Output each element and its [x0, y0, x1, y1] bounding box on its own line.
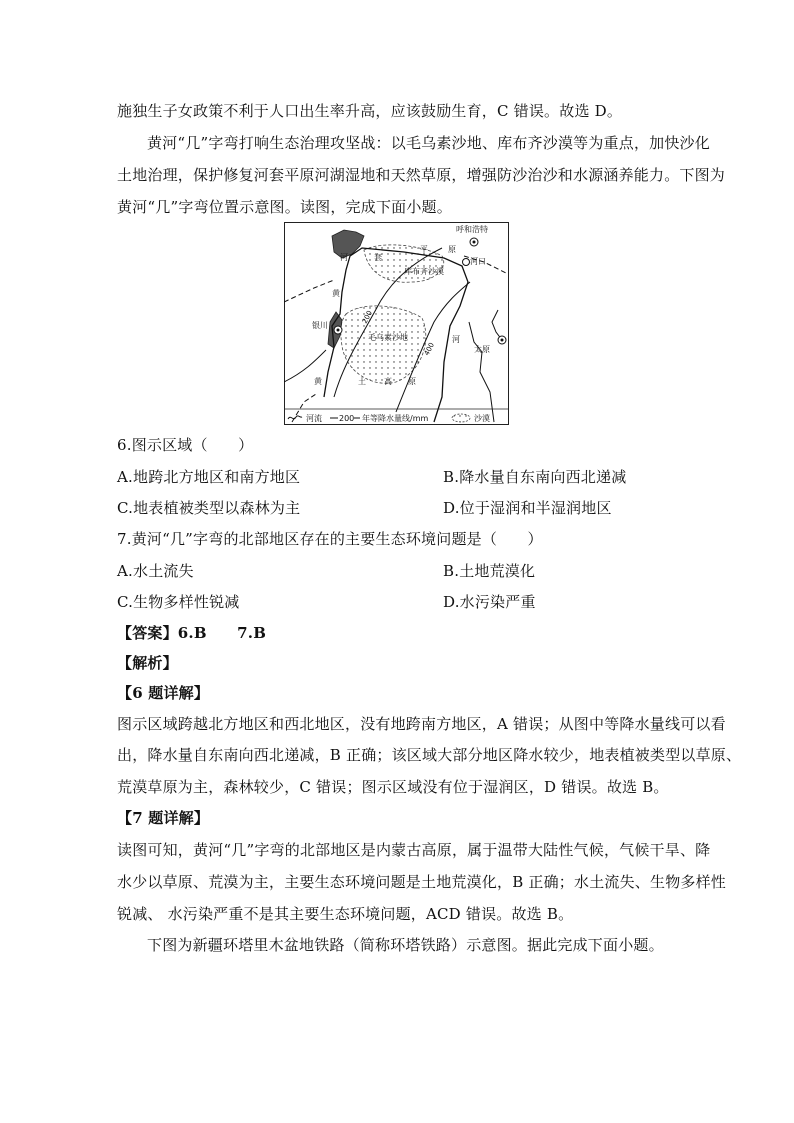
text-line: 读图可知，黄河“几”字弯的北部地区是内蒙古高原，属于温带大陆性气候，气候干旱、降 [117, 841, 711, 859]
label-hekou: 河口 [470, 257, 486, 266]
detail-7-heading: 【7 题详解】 [117, 809, 210, 827]
label-isohyet-400: 400 [422, 341, 437, 357]
label-taiyuan: 太原 [474, 345, 490, 354]
text-line: 水少以草原、荒漠为主，主要生态环境问题是土地荒漠化，B 正确；水土流失、生物多样性 [117, 873, 726, 891]
analysis-heading: 【解析】 [117, 654, 178, 672]
q7-option-d: D.水污染严重 [443, 593, 536, 611]
text-line: 黄河“几”字弯打响生态治理攻坚战：以毛乌素沙地、库布齐沙漠等为重点，加快沙化 [147, 134, 710, 152]
q7-option-a: A.水土流失 [117, 562, 194, 580]
hohhot-city [470, 238, 478, 246]
text-line: 黄河“几”字弯位置示意图。读图，完成下面小题。 [117, 198, 452, 216]
label-yinchuan: 银川 [312, 321, 328, 330]
label-yuan: 原 [448, 245, 456, 254]
answer-line: 【答案】6.B 7.B [117, 624, 267, 642]
legend [288, 413, 490, 423]
hekou-town [463, 259, 470, 266]
yellow-river-bend-map [284, 222, 509, 425]
label-tu: 土 [358, 377, 366, 386]
q6-option-c: C.地表植被类型以森林为主 [117, 499, 301, 517]
taiyuan-city [498, 336, 506, 344]
q7-option-c: C.生物多样性锐减 [117, 593, 240, 611]
label-tao: 套 [374, 253, 382, 262]
q7-option-b: B.土地荒漠化 [443, 562, 536, 580]
label-huang2: 黄 [314, 377, 322, 386]
label-he: 河 [340, 253, 348, 262]
legend-desert: 沙漠 [474, 414, 490, 423]
label-isohyet-200: 200 [360, 309, 375, 325]
legend-isohyet: 年等降水量线/mm [362, 414, 429, 423]
detail-6-heading: 【6 题详解】 [117, 684, 210, 702]
text-line: 荒漠草原为主，森林较少，C 错误；图示区域没有位于湿润区，D 错误。故选 B。 [117, 778, 669, 796]
text-line: 施独生子女政策不利于人口出生率升高，应该鼓励生育，C 错误。故选 D。 [117, 102, 623, 120]
label-yuan2: 原 [408, 377, 416, 386]
label-maowusu: 毛乌素沙地 [368, 333, 408, 342]
question-7-stem: 7.黄河“几”字弯的北部地区存在的主要生态环境问题是（ ） [117, 530, 543, 548]
legend-river: 河流 [306, 414, 322, 423]
text-line: 图示区域跨越北方地区和西北地区，没有地跨南方地区，A 错误；从图中等降水量线可以看 [117, 715, 726, 733]
question-6-stem: 6.图示区域（ ） [117, 436, 254, 454]
text-line: 出，降水量自东南向西北递减，B 正确；该区域大部分地区降水较少，地表植被类型以草原、 [117, 746, 742, 764]
label-ping: 平 [420, 245, 428, 254]
desert-legend-icon [452, 414, 470, 422]
label-kubuqi: 库布齐沙漠 [404, 267, 444, 276]
text-line: 下图为新疆环塔里木盆地铁路（简称环塔铁路）示意图。据此完成下面小题。 [147, 936, 664, 954]
q6-option-a: A.地跨北方地区和南方地区 [117, 468, 301, 486]
label-he2: 河 [452, 335, 460, 344]
q6-option-d: D.位于湿润和半湿润地区 [443, 499, 612, 517]
q6-option-b: B.降水量自东南向西北递减 [443, 468, 627, 486]
label-huang: 黄 [332, 289, 340, 298]
label-hohhot: 呼和浩特 [456, 225, 488, 234]
text-line: 锐减、 水污染严重不是其主要生态环境问题，ACD 错误。故选 B。 [117, 905, 574, 923]
legend-isohyet-value: 200 [339, 414, 355, 423]
yinchuan-city [334, 326, 342, 334]
label-gao: 高 [384, 377, 392, 386]
text-line: 土地治理，保护修复河套平原河湖湿地和天然草原，增强防沙治沙和水源涵养能力。下图为 [117, 166, 726, 184]
